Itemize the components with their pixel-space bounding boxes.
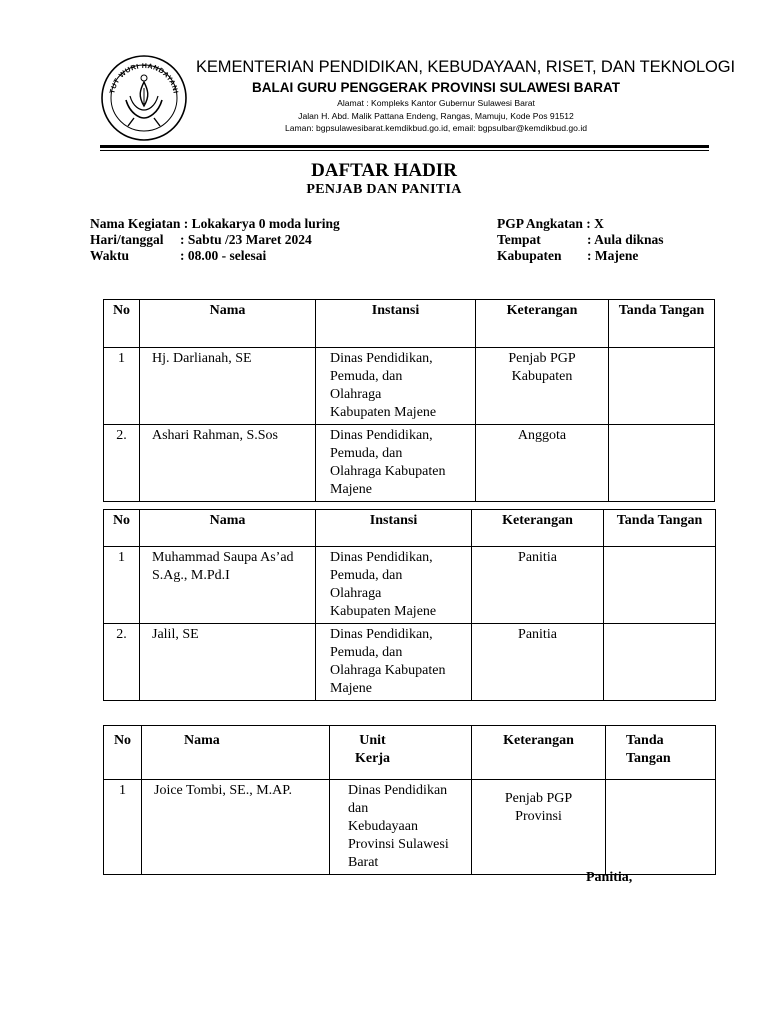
cell-keterangan: Penjab PGP Provinsi xyxy=(472,780,606,875)
col-header-unit-kerja: Unit Kerja xyxy=(330,726,472,780)
col-header-instansi: Instansi xyxy=(316,510,472,547)
cell-keterangan: Panitia xyxy=(472,547,604,624)
cell-signature[interactable] xyxy=(604,547,716,624)
attendance-table-panitia xyxy=(103,509,716,701)
cell-instansi: Dinas Pendidikan, Pemuda, dan Olahraga Kabupaten Majene xyxy=(316,624,472,701)
cell-keterangan: Panitia xyxy=(472,624,604,701)
document-subtitle: PENJAB DAN PANITIA xyxy=(306,182,462,197)
cell-nama: Hj. Darlianah, SE xyxy=(140,348,316,425)
cell-no: 1 xyxy=(104,547,140,624)
logo-text: TUT WURI HANDAYANI xyxy=(109,62,179,95)
col-header-keterangan: Keterangan xyxy=(472,510,604,547)
table-row xyxy=(104,624,716,701)
cell-no: 1 xyxy=(104,348,140,425)
cell-signature[interactable] xyxy=(604,624,716,701)
tut-wuri-handayani-logo xyxy=(100,52,188,144)
cell-nama: Ashari Rahman, S.Sos xyxy=(140,425,316,502)
cell-no: 2. xyxy=(104,624,140,701)
cell-nama: Joice Tombi, SE., M.AP. xyxy=(142,780,330,875)
col-header-no: No xyxy=(104,510,140,547)
cell-no: 2. xyxy=(104,425,140,502)
col-header-keterangan: Keterangan xyxy=(472,726,606,780)
document-title: DAFTAR HADIR xyxy=(311,160,457,181)
col-header-keterangan: Keterangan xyxy=(476,300,609,348)
cell-signature[interactable] xyxy=(609,425,715,502)
info-cohort: PGP Angkatan : X xyxy=(497,216,604,231)
table-row xyxy=(104,348,715,425)
attendance-table-penjab xyxy=(103,299,715,502)
cell-nama: Jalil, SE xyxy=(140,624,316,701)
cell-unit-kerja: Dinas Pendidikan dan Kebudayaan Provinsi Sulawesi Barat xyxy=(330,780,472,875)
info-right xyxy=(497,216,664,264)
col-header-no: No xyxy=(104,300,140,348)
cell-instansi: Dinas Pendidikan, Pemuda, dan Olahraga Kabupaten Majene xyxy=(316,348,476,425)
info-left xyxy=(90,216,340,264)
signature-label: Panitia, xyxy=(586,870,633,885)
col-header-tanda-tangan: Tanda Tangan xyxy=(604,510,716,547)
institute-name: BALAI GURU PENGGERAK PROVINSI SULAWESI BARAT xyxy=(251,80,621,95)
cell-nama: Muhammad Saupa As’ad S.Ag., M.Pd.I xyxy=(140,547,316,624)
address-line: Alamat : Kompleks Kantor Gubernur Sulawesi Barat xyxy=(337,98,535,108)
col-header-nama: Nama xyxy=(140,300,316,348)
table-row xyxy=(104,425,715,502)
cell-keterangan: Penjab PGP Kabupaten xyxy=(476,348,609,425)
letterhead-divider-thin xyxy=(100,150,709,151)
table-row xyxy=(104,780,716,875)
cell-signature[interactable] xyxy=(609,348,715,425)
info-activity: Nama Kegiatan : Lokakarya 0 moda luring xyxy=(90,216,340,231)
col-header-nama: Nama xyxy=(140,510,316,547)
col-header-tanda-tangan: Tanda Tangan xyxy=(609,300,715,348)
letterhead-divider xyxy=(100,145,709,148)
col-header-no: No xyxy=(104,726,142,780)
cell-instansi: Dinas Pendidikan, Pemuda, dan Olahraga Kabupaten Majene xyxy=(316,547,472,624)
cell-instansi: Dinas Pendidikan, Pemuda, dan Olahraga Kabupaten Majene xyxy=(316,425,476,502)
contact-line: Laman: bgpsulawesibarat.kemdikbud.go.id, email: bgpsulbar@kemdikbud.go.id xyxy=(284,123,588,133)
col-header-nama: Nama xyxy=(142,726,330,780)
col-header-tanda-tangan: Tanda Tangan xyxy=(606,726,716,780)
cell-signature[interactable] xyxy=(606,780,716,875)
cell-keterangan: Anggota xyxy=(476,425,609,502)
attendance-table-provinsi xyxy=(103,725,716,875)
ministry-name: KEMENTERIAN PENDIDIKAN, KEBUDAYAAN, RISET, DAN TEKNOLOGI xyxy=(196,58,736,76)
col-header-instansi: Instansi xyxy=(316,300,476,348)
table-row xyxy=(104,547,716,624)
info-regency: Kabupaten : Majene xyxy=(497,248,639,263)
address-line: Jalan H. Abd. Malik Pattana Endeng, Rangas, Mamuju, Kode Pos 91512 xyxy=(298,111,574,121)
cell-no: 1 xyxy=(104,780,142,875)
info-place: Tempat : Aula diknas xyxy=(497,232,664,247)
info-time: Waktu : 08.00 - selesai xyxy=(90,248,267,263)
info-date: Hari/tanggal : Sabtu /23 Maret 2024 xyxy=(90,232,312,247)
